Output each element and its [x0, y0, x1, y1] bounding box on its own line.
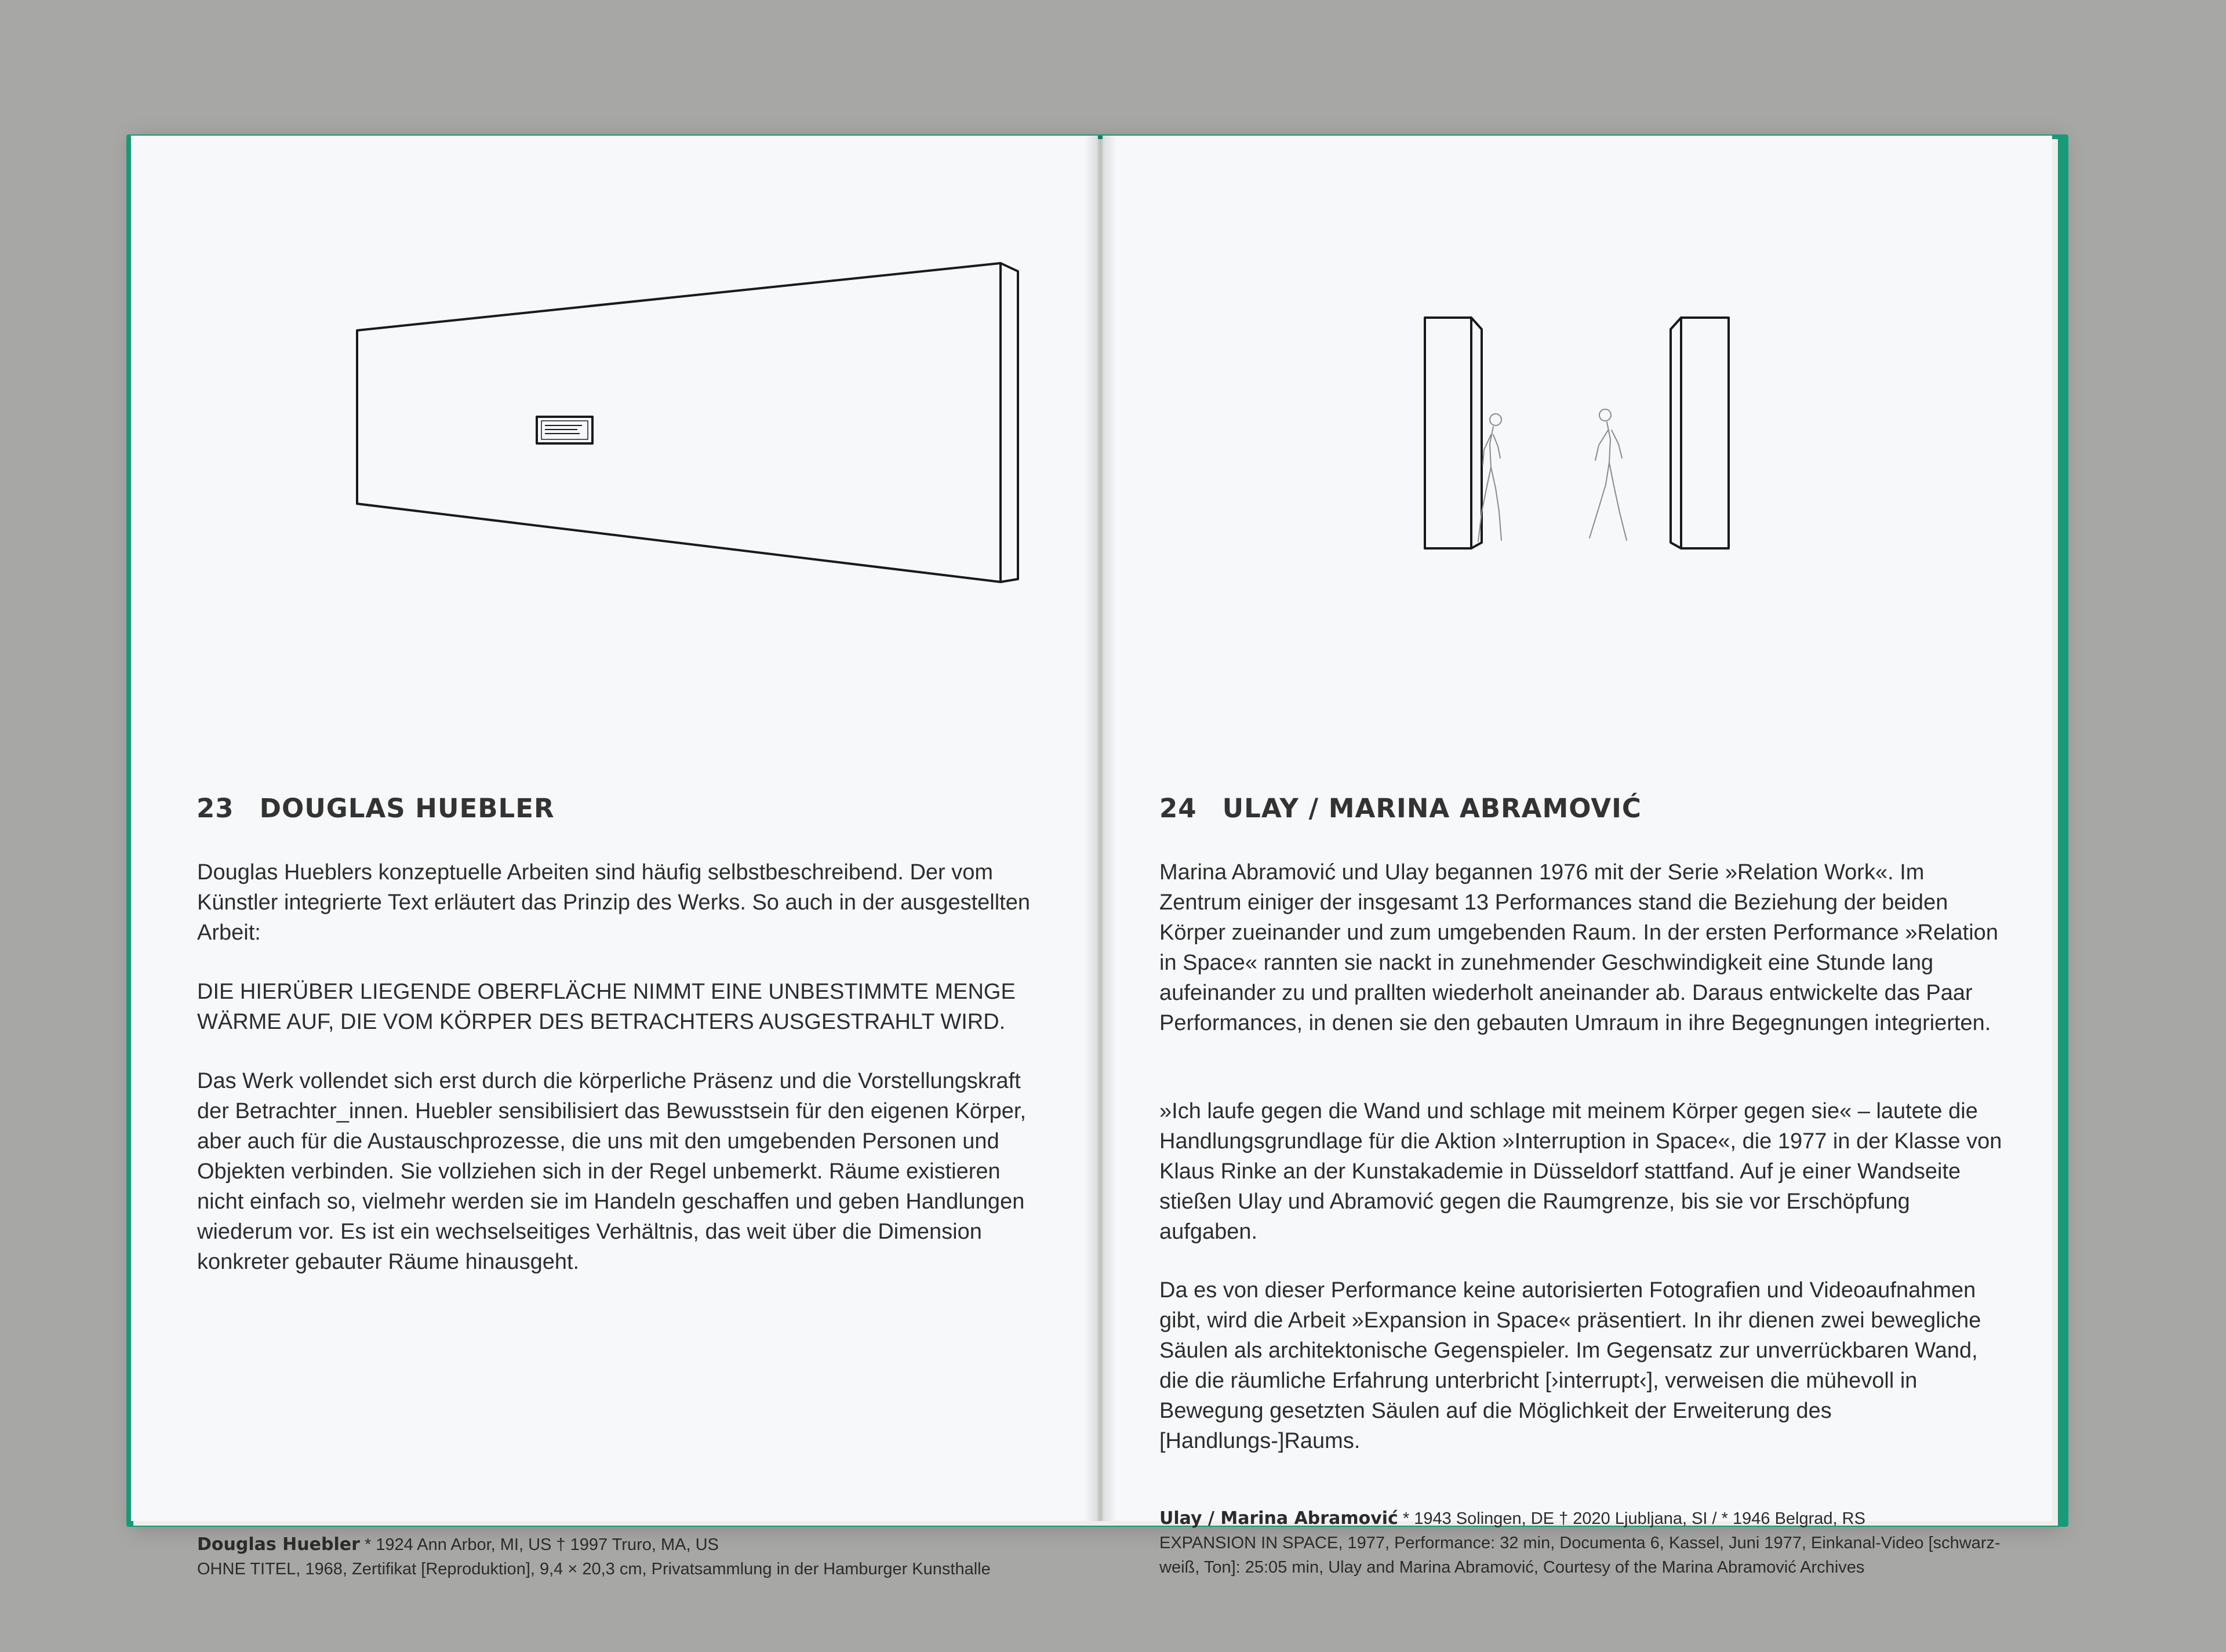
book-gutter [1084, 136, 1116, 1521]
section-heading [1159, 793, 1642, 824]
section-artist: ULAY / MARINA ABRAMOVIĆ [1222, 793, 1642, 824]
caption-artist-name: Douglas Huebler [197, 1534, 360, 1555]
section-number: 23 [197, 793, 234, 824]
caption-artist-dates: * 1943 Solingen, DE † 2020 Ljubljana, SI / * 1946 Belgrad, RS [1398, 1509, 1865, 1528]
certificate-icon [537, 417, 592, 443]
section-number: 24 [1159, 793, 1197, 824]
right-page [1103, 136, 2052, 1577]
quote-paragraph: DIE HIERÜBER LIEGENDE OBERFLÄCHE NIMMT EINE UNBESTIMMTE MENGE WÄRME AUF, DIE VOM KÖRPER DES BETRACHTERS AUSGESTRAHLT WIRD. [197, 980, 1016, 1034]
caption-artist-name: Ulay / Marina Abramović [1159, 1508, 1398, 1529]
right-column [1671, 318, 1729, 548]
work-caption [1159, 1507, 2012, 1580]
caption-work-info: EXPANSION IN SPACE, 1977, Performance: 32 min, Documenta 6, Kassel, Juni 1977, Einkanal-Video [schwarz-weiß, Ton]: 25:05 min, Ulay and Marina Abramović, Courtesy of the Marina Abramović Archives [1159, 1534, 2001, 1577]
left-column [1425, 318, 1482, 548]
caption-artist-dates: * 1924 Ann Arbor, MI, US † 1997 Truro, MA, US [359, 1535, 719, 1554]
wall-illustration [357, 263, 1024, 738]
wall-side-face [1001, 263, 1018, 582]
section-heading [197, 793, 555, 824]
caption-work-info: OHNE TITEL, 1968, Zertifikat [Reproduktion], 9,4 × 20,3 cm, Privatsammlung in der Hamburger Kunsthalle [197, 1560, 991, 1578]
body-paragraph: Das Werk vollendet sich erst durch die körperliche Präsenz und die Vorstellungskraft der Betrachter_innen. Huebler sensibilisiert das Bewusstsein für den eigenen Körper, aber auch für die Austauschprozesse, die uns mit den umgebenden Personen und Objekten verbinden. Sie vollziehen sich in der Regel unbemerkt. Räume existieren nicht einfach so, vielmehr werden sie im Handeln geschaffen und geben Handlungen wiederum vor. Es ist ein wechselseitiges Verhältnis, das weit über die Dimension konkreter gebauter Räume hinausgeht. [197, 1069, 1027, 1274]
wall-front-face [357, 263, 1001, 582]
section-artist: DOUGLAS HUEBLER [259, 793, 555, 824]
work-caption [197, 1533, 1049, 1581]
left-page [131, 136, 1098, 1578]
columns-illustration [1421, 315, 1746, 692]
intro-paragraph: Marina Abramović und Ulay begannen 1976 mit der Serie »Relation Work«. Im Zentrum einiger der insgesamt 13 Performances stand die Beziehung der beiden Körper zueinander und zum umgebenden Raum. In der ersten Performance »Relation in Space« rannten sie nackt in zunehmender Geschwindigkeit eine Stunde lang aufeinander zu und prallten wiederholt aneinander ab. Daraus entwickelte das Paar Performances, in denen sie den gebauten Umraum in ihre Begegnungen integrierten. [1159, 860, 1998, 1035]
middle-paragraph: »Ich laufe gegen die Wand und schlage mit meinem Körper gegen sie« – lautete die Handlungsgrundlage für die Aktion »Interruption in Space«, die 1977 in der Klasse von Klaus Rinke an der Kunstakademie in Düsseldorf stattfand. Auf je einer Wandseite stießen Ulay und Abramović gegen die Raumgrenze, bis sie vor Erschöpfung aufgaben. [1159, 1099, 2002, 1244]
intro-paragraph: Douglas Hueblers konzeptuelle Arbeiten sind häufig selbstbeschreibend. Der vom Künstler integrierte Text erläutert das Prinzip des Werks. So auch in der ausgestellten Arbeit: [197, 860, 1031, 945]
figure-right [1590, 409, 1627, 540]
closing-paragraph: Da es von dieser Performance keine autorisierten Fotografien und Videoaufnahmen gibt, wird die Arbeit »Expansion in Space« präsentiert. In ihr dienen zwei bewegliche Säulen als architektonische Gegenspieler. Im Gegensatz zur unverrückbaren Wand, die die räumliche Erfahrung unterbricht [›interrupt‹], verweisen die mühevoll in Bewegung gesetzten Säulen auf die Möglichkeit der Erweiterung des [Handlungs-]Raums. [1159, 1278, 1981, 1453]
